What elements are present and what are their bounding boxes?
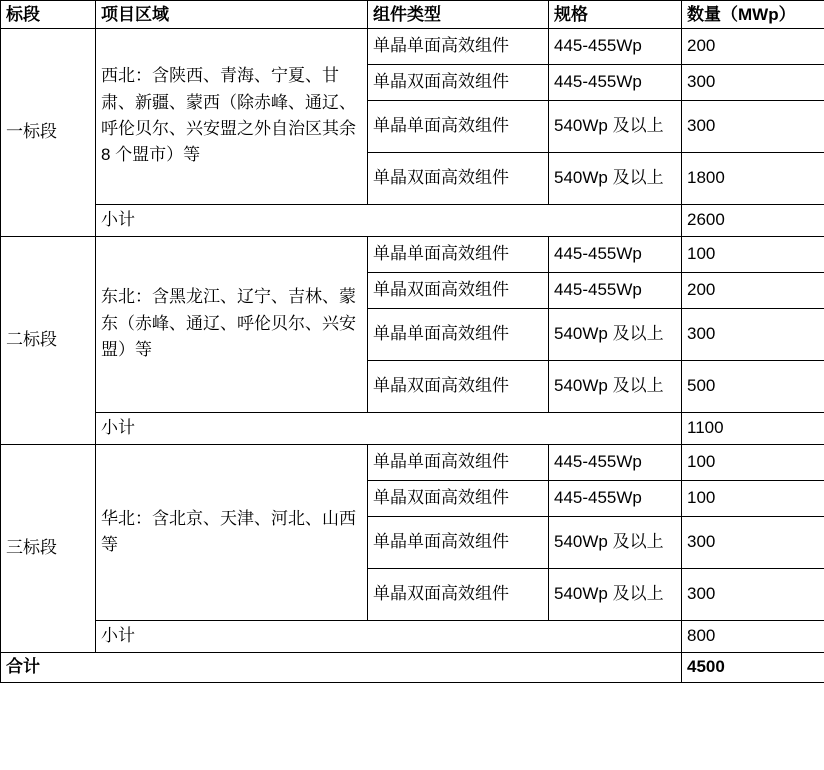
module-type: 单晶单面高效组件 (368, 237, 549, 273)
column-header-area: 项目区域 (96, 1, 368, 29)
table-row-subtotal (1, 413, 824, 445)
segment-label-1: 一标段 (1, 29, 96, 237)
table-row-total (1, 653, 824, 683)
module-spec: 540Wp 及以上 (549, 569, 682, 621)
module-type: 单晶单面高效组件 (368, 29, 549, 65)
module-type: 单晶双面高效组件 (368, 569, 549, 621)
module-quantity: 300 (682, 309, 824, 361)
module-quantity: 200 (682, 29, 824, 65)
module-spec: 445-455Wp (549, 273, 682, 309)
module-type: 单晶单面高效组件 (368, 101, 549, 153)
subtotal-quantity-2: 1100 (682, 413, 824, 445)
module-spec: 540Wp 及以上 (549, 361, 682, 413)
subtotal-label-3: 小计 (96, 621, 682, 653)
module-spec: 445-455Wp (549, 481, 682, 517)
module-spec: 540Wp 及以上 (549, 517, 682, 569)
segment-area-3: 华北：含北京、天津、河北、山西等 (96, 445, 368, 621)
module-quantity: 1800 (682, 153, 824, 205)
table-row (1, 237, 824, 273)
module-type: 单晶双面高效组件 (368, 481, 549, 517)
subtotal-quantity-3: 800 (682, 621, 824, 653)
segment-area-2: 东北：含黑龙江、辽宁、吉林、蒙东（赤峰、通辽、呼伦贝尔、兴安盟）等 (96, 237, 368, 413)
segment-area-1: 西北：含陕西、青海、宁夏、甘肃、新疆、蒙西（除赤峰、通辽、呼伦贝尔、兴安盟之外自治区其余 8 个盟市）等 (96, 29, 368, 205)
module-type: 单晶双面高效组件 (368, 361, 549, 413)
segment-label-2: 二标段 (1, 237, 96, 445)
module-quantity: 100 (682, 237, 824, 273)
module-quantity: 300 (682, 101, 824, 153)
column-header-segment: 标段 (1, 1, 96, 29)
table-row (1, 445, 824, 481)
column-header-quantity: 数量（MWp） (682, 1, 824, 29)
module-spec: 540Wp 及以上 (549, 153, 682, 205)
module-spec: 445-455Wp (549, 65, 682, 101)
subtotal-label-1: 小计 (96, 205, 682, 237)
module-spec: 540Wp 及以上 (549, 309, 682, 361)
module-quantity: 100 (682, 481, 824, 517)
module-quantity: 500 (682, 361, 824, 413)
module-type: 单晶单面高效组件 (368, 517, 549, 569)
module-type: 单晶单面高效组件 (368, 309, 549, 361)
module-type: 单晶双面高效组件 (368, 65, 549, 101)
module-quantity: 300 (682, 569, 824, 621)
total-label: 合计 (1, 653, 682, 683)
module-spec: 540Wp 及以上 (549, 101, 682, 153)
module-quantity: 300 (682, 65, 824, 101)
column-header-spec: 规格 (549, 1, 682, 29)
module-type: 单晶双面高效组件 (368, 153, 549, 205)
module-type: 单晶单面高效组件 (368, 445, 549, 481)
table-row (1, 29, 824, 65)
module-spec: 445-455Wp (549, 445, 682, 481)
module-quantity: 200 (682, 273, 824, 309)
module-type: 单晶双面高效组件 (368, 273, 549, 309)
column-header-module-type: 组件类型 (368, 1, 549, 29)
table-row-subtotal (1, 621, 824, 653)
subtotal-quantity-1: 2600 (682, 205, 824, 237)
subtotal-label-2: 小计 (96, 413, 682, 445)
table-header-row (1, 1, 824, 29)
module-spec: 445-455Wp (549, 29, 682, 65)
segment-label-3: 三标段 (1, 445, 96, 653)
total-quantity: 4500 (682, 653, 824, 683)
module-quantity: 100 (682, 445, 824, 481)
table-row-subtotal (1, 205, 824, 237)
module-spec: 445-455Wp (549, 237, 682, 273)
module-quantity: 300 (682, 517, 824, 569)
